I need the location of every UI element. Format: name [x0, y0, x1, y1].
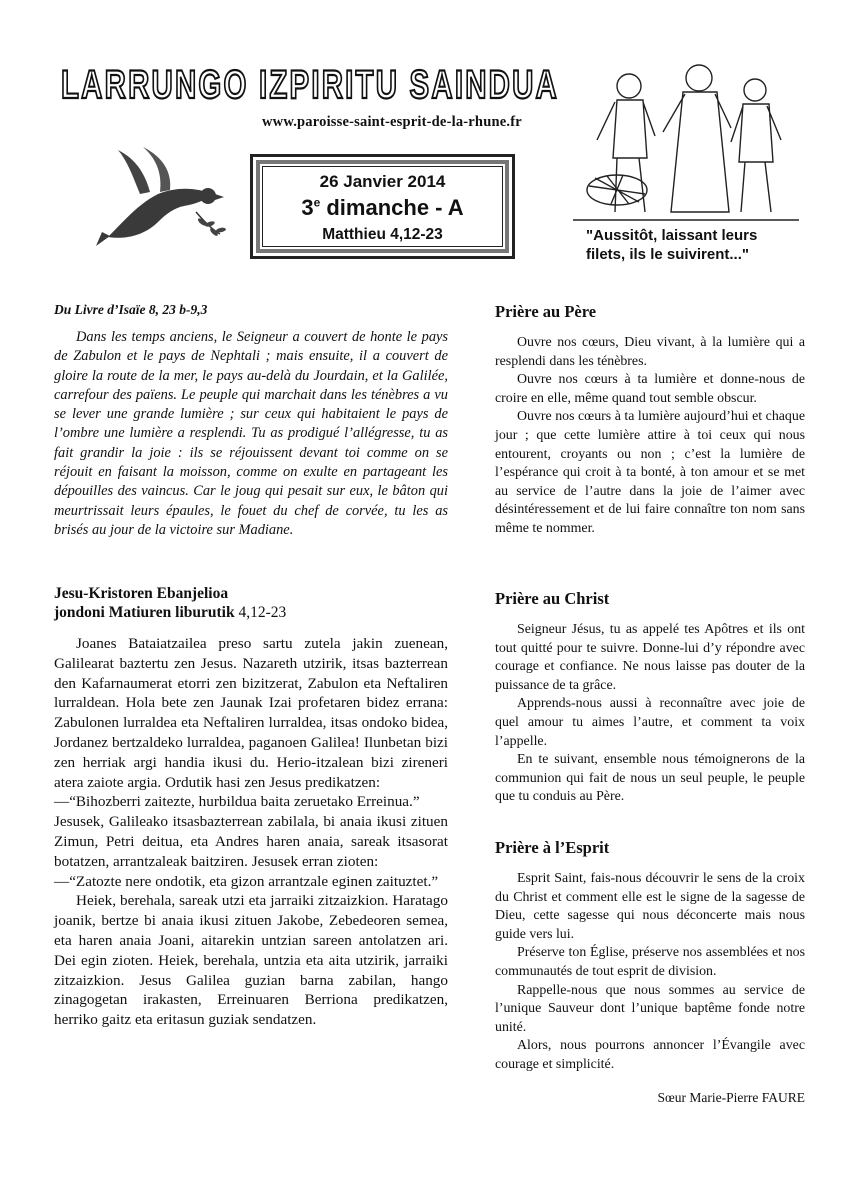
gospel-reading [54, 584, 448, 1030]
prayer-paragraph: Ouvre nos cœurs, Dieu vivant, à la lumière qui a resplendi dans les ténèbres. [495, 335, 805, 369]
prayer-spirit-title: Prière à l’Esprit [495, 838, 610, 857]
prayer-spirit [495, 838, 805, 1075]
prayer-paragraph: Rappelle-nous que nous sommes au service de l’unique Sauveur dont l’unique baptême fonde notre unité. [495, 982, 805, 1035]
prayer-father-title: Prière au Père [495, 302, 597, 321]
gospel-paragraph: Jesusek, Galileako itsasbazterrean zabilala, bi anaia ikusi zituen Zimun, Petri deitua, eta Andres haren anaia, sareak itsasorat botatzen, arrantzaleak baitziren. Jesusek erran zioten: [54, 813, 448, 870]
gospel-paragraph: —“Zatozte nere ondotik, eta gizon arrantzale eginen zaituztet.” [54, 872, 439, 890]
prayer-paragraph: Ouvre nos cœurs à ta lumière et donne-nous de croire en elle, même quand tout semble obscur. [495, 372, 805, 406]
isaiah-reading [54, 302, 448, 540]
prayer-paragraph: Seigneur Jésus, tu as appelé tes Apôtres et ils ont tout quitté pour te suivre. Donne-lui d’y répondre avec courage et confiance. Ne nous laisse pas douter de la puissance de ta grâce. [495, 622, 805, 693]
date-box [250, 154, 515, 259]
website-url[interactable]: www.paroisse-saint-esprit-de-la-rhune.fr [262, 114, 522, 130]
quote-line-2: filets, ils le suivirent..." [586, 246, 750, 263]
prayer-christ-title: Prière au Christ [495, 589, 610, 608]
gospel-reference: Matthieu 4,12-23 [322, 226, 443, 243]
dove-icon [88, 142, 238, 247]
isaiah-reference: Du Livre d’Isaïe 8, 23 b-9,3 [54, 302, 208, 317]
disciples-illustration [567, 62, 805, 222]
isaiah-text: Dans les temps anciens, le Seigneur a couvert de honte le pays de Zabulon et le pays de Nephtali ; mais ensuite, il a couvert de gloire la route de la mer, le pays au-delà du Jourdain, et la Galilée, carrefour des païens. Le peuple qui marchait dans les ténèbres a vu se lever une grande lumière ; sur ceux qui habitaient le pays de l’ombre une lumière a resplendi. Tu as prodigué l’allégresse, tu as fait grandir la joie : ils se réjouissent devant toi comme on se réjouit en faisant la moisson, comme on exulte en partageant les dépouilles des vaincus. Car le joug qui pesait sur eux, le bâton qui meurtrissait leurs épaules, le fouet du chef de corvée, tu les as brisés au jour de la victoire sur Madiane. [54, 329, 448, 538]
masthead-text: LARRUNGO IZPIRITU SAINDUA [61, 63, 559, 107]
prayer-paragraph: Préserve ton Église, préserve nos assemblées et nos communautés de tout esprit de division. [495, 945, 805, 979]
author-signature: Sœur Marie-Pierre FAURE [657, 1090, 805, 1105]
prayer-christ [495, 589, 805, 807]
prayer-paragraph: Ouvre nos cœurs à ta lumière aujourd’hui et chaque jour ; que cette lumière attire à toi ceux qui nous entourent, croyants ou non ; c’est la lumière de l’espérance qui croit à ta bonté, à ton amour et se met au service de l’autre dans la joie de l’aimer avec désintéressement et de lui faire connaître ton nom sans même te nommer. [495, 409, 805, 536]
gospel-subtitle: jondoni Matiuren liburutik 4,12-23 [54, 604, 287, 621]
prayer-paragraph: Alors, nous pourrons annoncer l’Évangile avec courage et simplicité. [495, 1038, 805, 1072]
gospel-quote [586, 226, 796, 264]
sunday-title: 3e dimanche - A [301, 195, 464, 220]
gospel-paragraph: Heiek, berehala, sareak utzi eta jarraiki zitzaizkion. Haratago joanik, bertze bi anaia ikusi zituen Jakobe, Zebedeoren semea, eta haren anaia Joani, aitarekin untzian sareen antolatzen ari. Dei egin zioten. Heiek, berehala, untzia eta aita utzirik, jarraiki zitzaizkion. Jesus Galilea guzian barna zabilan, hango zinagogetan irakasten, Erreinuaren Berriona predikatzen, herriko gaitz eta eritasun guziak sendatzen. [54, 892, 448, 1029]
gospel-paragraph: Joanes Bataiatzailea preso sartu zutela jakin zuenean, Galilearat baztertu zen Jesus. Nazareth utzirik, itsas bazterrean den Kafarnaumerat etorri zen bizitzerat, Zabulon eta Neftaliren lurraldean. Hola bete zen Jaunak Izai profetaren bidez errana: Zabulonen lurraldea eta Neftaliren lurraldea, itsas ondoko bidea, Jordanez bertzaldeko lurraldea, paganoen Galilea! Ilunbetan bizi zen herriak argi handia ikusi du. Herio-itzalean bizi zireneri atera zaiote argia. Ordutik hasi zen Jesus predikatzen: [54, 635, 448, 791]
gospel-ref-inline: 4,12-23 [234, 604, 287, 621]
quote-line-1: "Aussitôt, laissant leurs [586, 227, 758, 244]
gospel-paragraph: —“Bihozberri zaitezte, hurbildua baita zeruetako Erreinua.” [54, 793, 420, 811]
liturgical-date: 26 Janvier 2014 [319, 172, 446, 191]
prayer-father [495, 302, 805, 539]
prayer-paragraph: Esprit Saint, fais-nous découvrir le sens de la croix du Christ et comment elle est le signe de la sagesse de Dieu, cette sagesse qui nous déconcerte mais nous guide vers lui. [495, 871, 805, 942]
gospel-title: Jesu-Kristoren Ebanjelioa [54, 585, 229, 602]
prayer-paragraph: Apprends-nous aussi à reconnaître avec joie de quel amour tu aimes l’autre, et comment ta voix l’appelle. [495, 696, 805, 749]
prayer-paragraph: En te suivant, ensemble nous témoignerons de la communion qui fait de nous un seul peuple, le peuple que tu conduis au Père. [495, 752, 805, 805]
masthead-title [58, 60, 562, 110]
